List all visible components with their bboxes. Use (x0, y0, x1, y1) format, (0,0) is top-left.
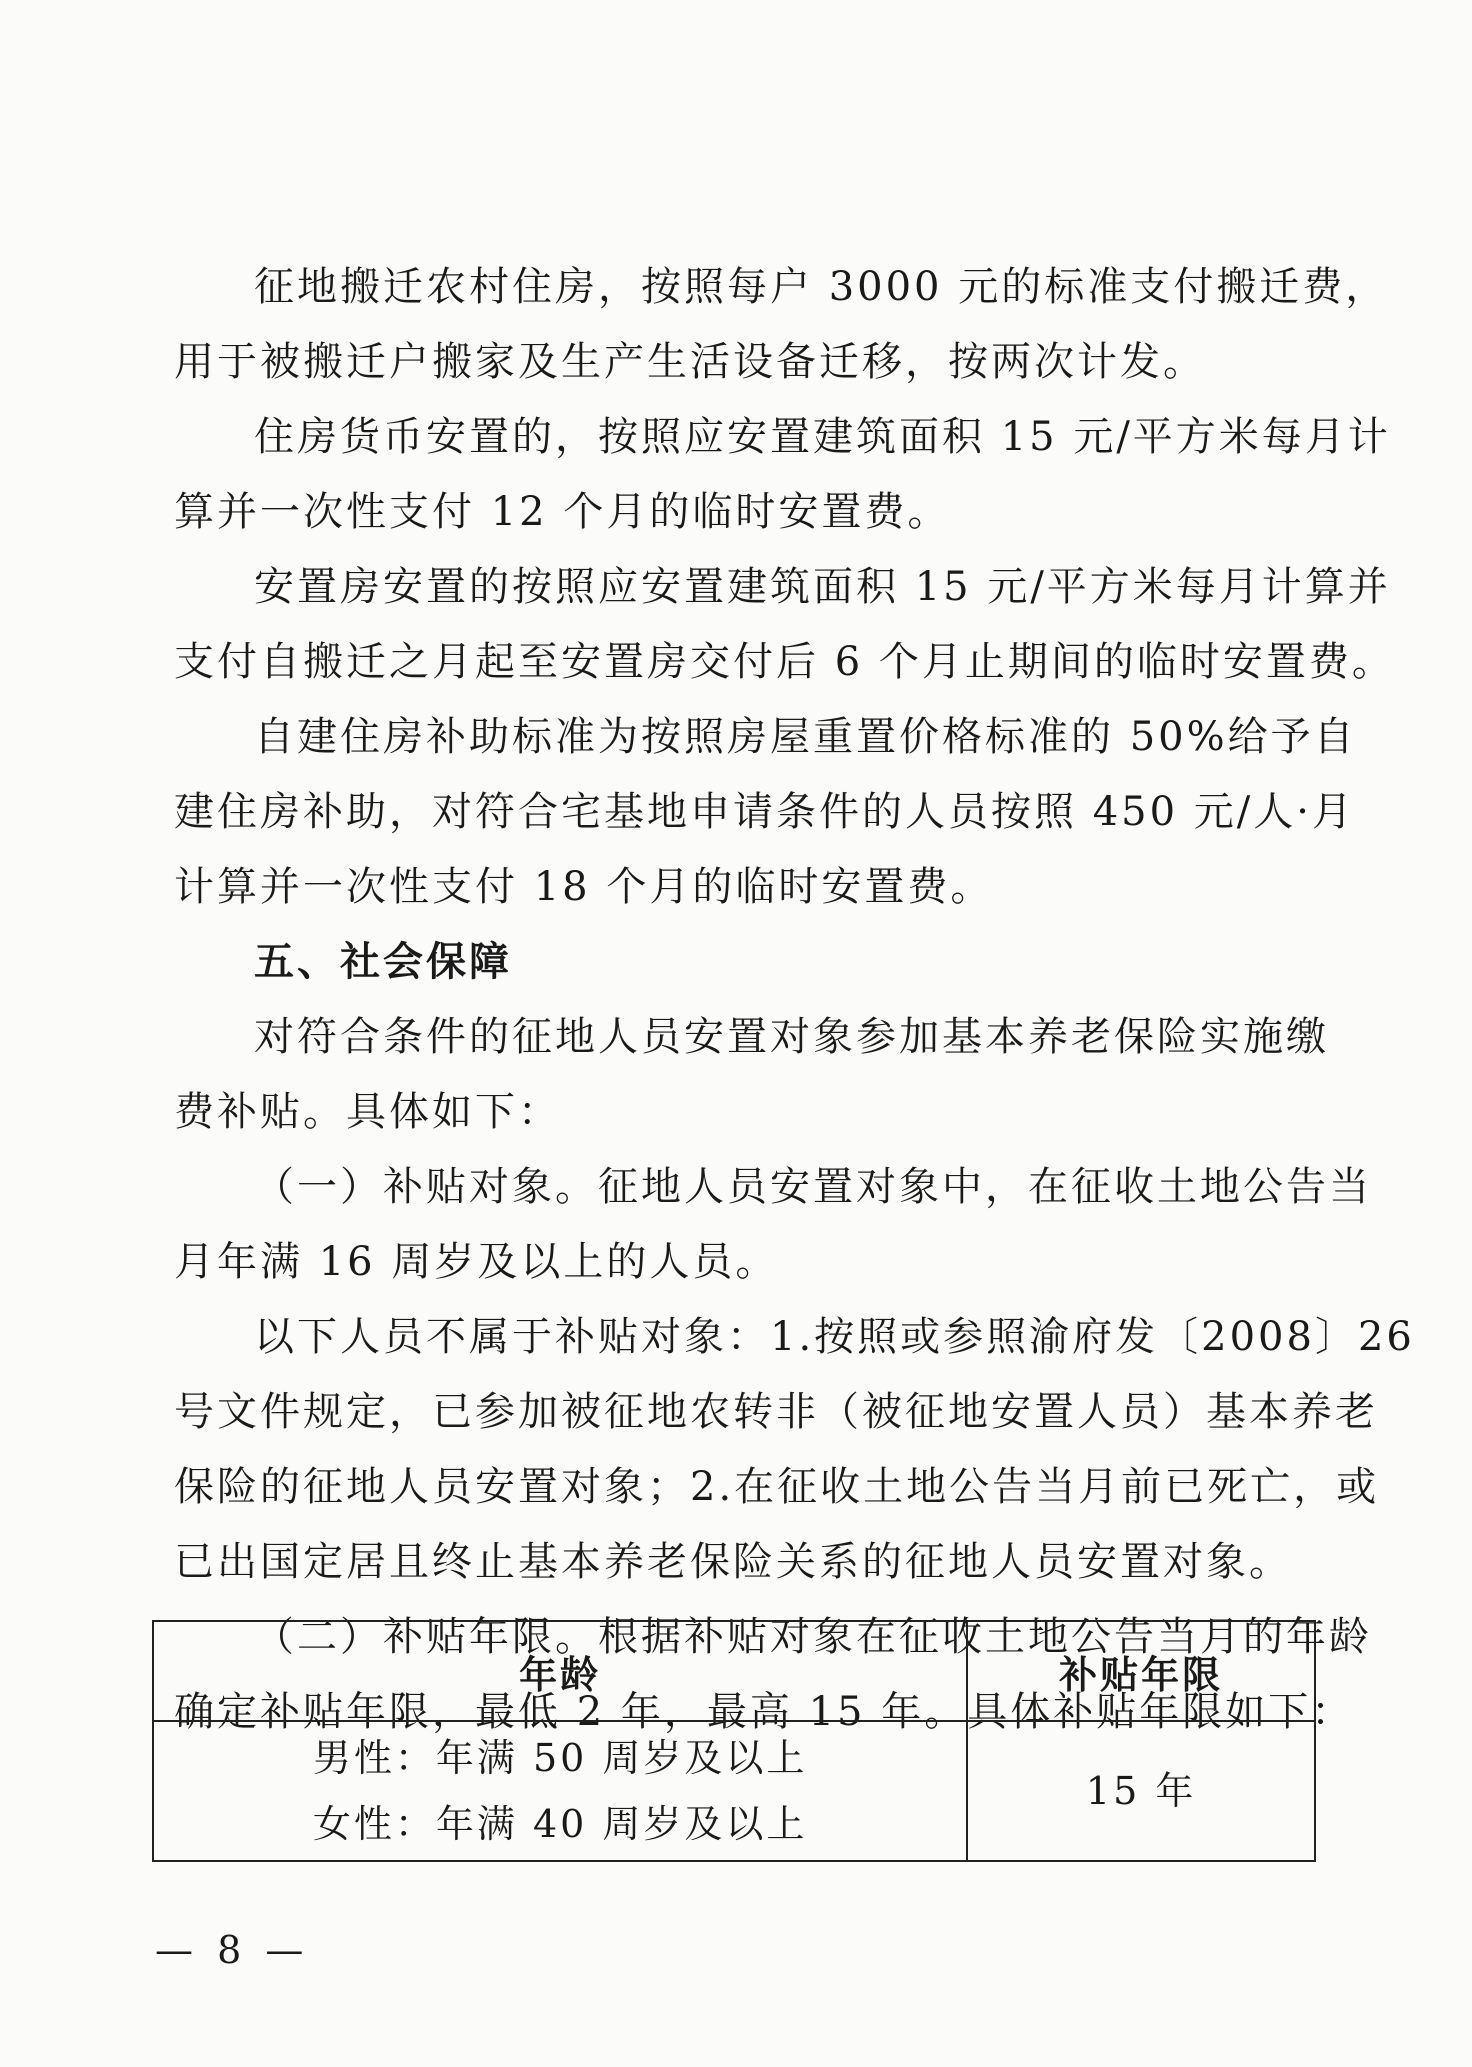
intro-line-2: 费补贴。具体如下： (174, 1089, 561, 1135)
subsidy-years-label: （二）补贴年限。 (254, 1614, 598, 1660)
subsidy-targets-line-1 (174, 1150, 1372, 1225)
exclusions-line-2: 号文件规定，已参加被征地农转非（被征地安置人员）基本养老 (174, 1389, 1378, 1435)
table-cell-years: 15 年 (967, 1721, 1315, 1861)
section-heading: 五、社会保障 (254, 939, 512, 985)
table-header-row (153, 1621, 1315, 1721)
subsidy-years-text: 根据补贴对象在征收土地公告当月的年龄 (598, 1614, 1372, 1660)
paragraph-self-build-line-1: 自建住房补助标准为按照房屋重置价格标准的 50%给予自 (254, 714, 1357, 760)
subsidy-targets-label: （一）补贴对象。 (254, 1164, 598, 1210)
paragraph-relocation-fee-line-1: 征地搬迁农村住房，按照每户 3000 元的标准支付搬迁费， (254, 264, 1389, 310)
paragraph-self-build-line-3: 计算并一次性支付 18 个月的临时安置费。 (174, 864, 994, 910)
paragraph-housing-resettlement-line-1: 安置房安置的按照应安置建筑面积 15 元/平方米每月计算并 (254, 564, 1391, 610)
table-cell-age (153, 1721, 967, 1861)
table-row (153, 1721, 1315, 1861)
paragraph-monetary-resettlement-line-1: 住房货币安置的，按照应安置建筑面积 15 元/平方米每月计 (254, 414, 1391, 460)
exclusions-line-4: 已出国定居且终止基本养老保险关系的征地人员安置对象。 (174, 1539, 1292, 1585)
table-header-years: 补贴年限 (967, 1621, 1315, 1721)
paragraph-relocation-fee-line-2: 用于被搬迁户搬家及生产生活设备迁移，按两次计发。 (174, 339, 1206, 385)
intro-line-1: 对符合条件的征地人员安置对象参加基本养老保险实施缴 (254, 1014, 1329, 1060)
paragraph-housing-resettlement-line-2: 支付自搬迁之月起至安置房交付后 6 个月止期间的临时安置费。 (174, 639, 1395, 685)
table-header-age: 年龄 (153, 1621, 967, 1721)
subsidy-targets-line-2: 月年满 16 周岁及以上的人员。 (174, 1239, 779, 1285)
age-female: 女性：年满 40 周岁及以上 (312, 1802, 808, 1846)
page-number: — 8 — (155, 1928, 310, 1972)
subsidy-years-table (152, 1620, 1355, 1862)
document-body (174, 250, 1415, 1750)
exclusions-line-1: 以下人员不属于补贴对象：1.按照或参照渝府发〔2008〕26 (254, 1314, 1415, 1360)
paragraph-self-build-line-2: 建住房补助，对符合宅基地申请条件的人员按照 450 元/人·月 (174, 789, 1355, 835)
subsidy-targets-text: 征地人员安置对象中，在征收土地公告当 (598, 1164, 1372, 1210)
paragraph-monetary-resettlement-line-2: 算并一次性支付 12 个月的临时安置费。 (174, 489, 951, 535)
exclusions-line-3: 保险的征地人员安置对象；2.在征收土地公告当月前已死亡，或 (174, 1464, 1380, 1510)
subsidy-years-line-2: 确定补贴年限，最低 2 年，最高 15 年。具体补贴年限如下： (174, 1689, 1355, 1735)
age-male: 男性：年满 50 周岁及以上 (312, 1736, 808, 1780)
